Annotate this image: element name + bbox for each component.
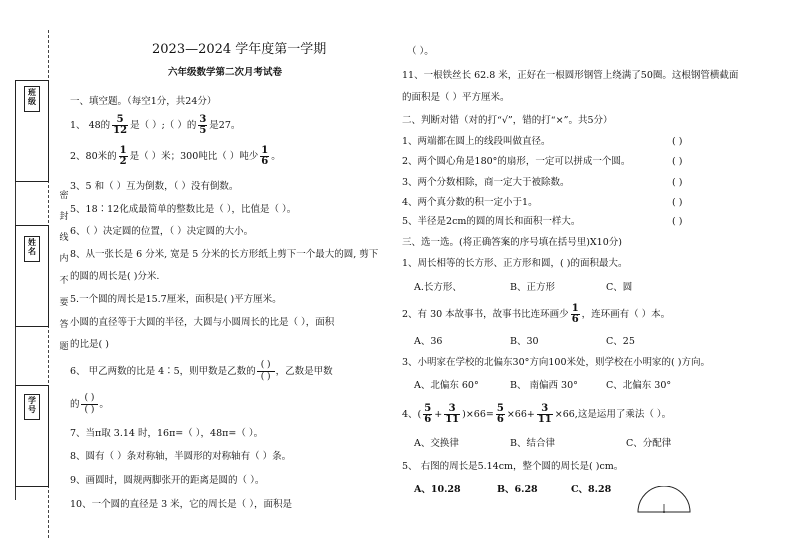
choice-4-option-c: C、分配律	[626, 438, 672, 449]
seal-char: 题	[59, 342, 69, 352]
choice-1-option-c: C、圆	[606, 282, 633, 293]
fraction: $\frac{5}{12}$	[113, 114, 128, 136]
choice-2-option-c: C、25	[606, 336, 635, 347]
section-choice-heading: 三、选一选。(将正确答案的序号填在括号里)X10分)	[402, 237, 622, 248]
seal-char: 不	[59, 276, 69, 286]
fraction: $\frac{3}{5}$	[199, 114, 207, 136]
judge-3-blank: ( )	[672, 177, 683, 188]
question-4: 5、18∶12化成最简单的整数比是（ ），比值是（ ）。	[70, 204, 297, 215]
question-6-line2: 的圆的周长是( )分米.	[70, 271, 160, 282]
blank-fraction: ( ) ( )	[81, 393, 99, 416]
question-9-line1: 6、 甲乙两数的比是 4∶5，则甲数是乙数的 ( ) ( ) ，乙数是甲数	[70, 360, 333, 382]
judge-2-blank: ( )	[672, 156, 683, 167]
question-9-line2: 的 ( ) ( ) 。	[70, 393, 109, 415]
choice-1: 1、周长相等的长方形、正方形和圆，( )的面积最大。	[402, 258, 628, 269]
judge-4: 4、两个真分数的积一定小于1。	[402, 197, 538, 208]
choice-4-option-a: A、交换律	[414, 438, 459, 449]
fraction: $\frac{1}{2}$	[119, 145, 127, 167]
choice-4: 4、( $\frac{5}{6}$ + $\frac{3}{11}$ )×66= $\frac{5}{6}$ ×66+ $\frac{3}{11}$ ×66,这是运用了乘法（ ）。	[402, 403, 672, 425]
question-3: 3、5 和（ ）互为倒数，（ ）没有倒数。	[70, 181, 239, 192]
page-subtitle: 六年级数学第二次月考试卷	[168, 67, 283, 78]
choice-3-option-b: B、 南偏西 30°	[510, 380, 578, 391]
choice-5-option-b: B、6.28	[497, 484, 538, 495]
question-13: 10、一个圆的直径是 3 米，它的周长是（ ），面积是	[70, 499, 292, 510]
fraction: $\frac{5}{6}$	[424, 403, 432, 425]
seal-char: 内	[59, 254, 69, 264]
question-r11-line2: 的面积是（ ）平方厘米。	[402, 92, 510, 103]
section-fill-heading: 一、填空题。（每空1分，共24分）	[70, 96, 217, 107]
question-11: 8、圆有（ ）条对称轴，半圆形的对称轴有（ ）条。	[70, 451, 292, 462]
judge-1: 1、两端都在圆上的线段叫做直径。	[402, 136, 551, 147]
judge-3: 3、两个分数相除，商一定大于被除数。	[402, 177, 570, 188]
question-2: 2、80米的 $\frac{1}{2}$ 是（ ）米；300吨比（ ）吨少 $\frac{1}{6}$ 。	[70, 145, 281, 167]
choice-3: 3、小明家在学校的北偏东30°方向100米处，则学校在小明家的( )方向。	[402, 357, 710, 368]
question-5: 6、（ ）决定圆的位置，（ ）决定圆的大小。	[70, 226, 254, 237]
fraction: $\frac{5}{6}$	[496, 403, 504, 425]
choice-4-option-b: B、结合律	[510, 438, 555, 449]
question-8-line2: 的比是( )	[70, 339, 109, 350]
choice-5: 5、 右图的周长是5.14cm，整个圆的周长是( )cm。	[402, 461, 624, 472]
question-r11-line1: 11、一根铁丝长 62.8 米，正好在一根圆形钢管上绕满了50圈。这根钢管横截面	[402, 70, 739, 81]
seal-char: 要	[59, 298, 69, 308]
seal-char: 答	[59, 320, 69, 330]
question-1: 1、 48的 $\frac{5}{12}$ 是（ ）;（ ）的 $\frac{3}{5}$ 是27。	[70, 114, 241, 136]
question-12: 9、画圆时，圆规两脚张开的距离是圆的（ ）。	[70, 475, 265, 486]
blank-fraction: ( ) ( )	[257, 360, 275, 383]
choice-2-option-a: A、36	[414, 336, 443, 347]
judge-1-blank: ( )	[672, 136, 683, 147]
seal-char: 封	[59, 212, 69, 222]
judge-5: 5、半径是2cm的圆的周长和面积一样大。	[402, 216, 581, 227]
name-label: 姓名	[24, 236, 40, 262]
fraction: $\frac{3}{11}$	[537, 403, 552, 425]
choice-5-option-c: C、8.28	[571, 484, 612, 495]
question-8-line1: 小圆的直径等于大圆的半径，大圆与小圆周长的比是（ ），面积	[70, 317, 335, 328]
fraction: $\frac{1}{6}$	[571, 303, 579, 325]
seal-char: 密	[59, 191, 69, 201]
judge-5-blank: ( )	[672, 216, 683, 227]
choice-1-option-b: B、正方形	[510, 282, 555, 293]
class-label: 班级	[24, 86, 40, 112]
seal-char: 线	[59, 233, 69, 243]
choice-2: 2、有 30 本故事书，故事书比连环画少 $\frac{1}{6}$ ，连环画有（ ）本。	[402, 303, 671, 325]
question-7: 5.一个圆的周长是15.7厘米，面积是( )平方厘米。	[70, 294, 282, 305]
choice-1-option-a: A.长方形、	[414, 282, 462, 293]
fraction: $\frac{3}{11}$	[445, 403, 460, 425]
choice-5-option-a: A、10.28	[414, 484, 461, 495]
judge-2: 2、两个圆心角是180°的扇形，一定可以拼成一个圆。	[402, 156, 631, 167]
judge-4-blank: ( )	[672, 197, 683, 208]
page-title: 2023—2024 学年度第一学期	[152, 42, 327, 57]
section-judge-heading: 二、判断对错（对的打“√”，错的打“×”。共5分）	[402, 115, 613, 126]
choice-2-option-b: B、30	[510, 336, 539, 347]
choice-3-option-a: A、北偏东 60°	[414, 380, 479, 391]
question-6-line1: 8、从一张长是 6 分米, 宽是 5 分米的长方形纸上剪下一个最大的圆, 剪下	[70, 249, 379, 260]
semicircle-figure	[636, 486, 692, 514]
question-10: 7、当π取 3.14 时，16π=（ ），48π=（ ）。	[70, 428, 264, 439]
number-label: 学号	[24, 394, 40, 420]
choice-3-option-c: C、北偏东 30°	[606, 380, 672, 391]
continued-blank: （ ）。	[407, 46, 434, 57]
fraction: $\frac{1}{6}$	[261, 145, 269, 167]
